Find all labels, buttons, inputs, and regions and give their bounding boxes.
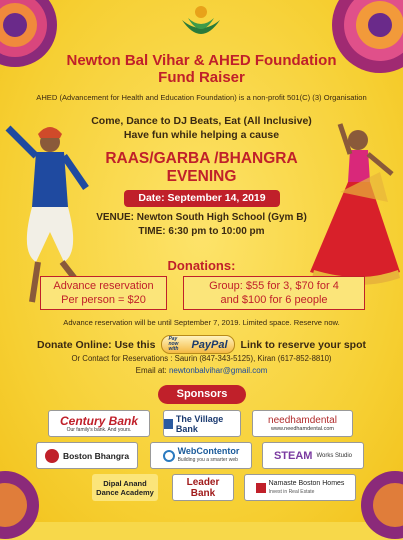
web-icon — [163, 450, 175, 462]
house-icon — [256, 483, 266, 493]
email-label: Email at: — [135, 366, 167, 375]
sponsor-tagline: www.needhamdental.com — [271, 426, 334, 432]
group-line-1: Group: $55 for 3, $70 for 4 — [209, 280, 339, 292]
event-time: TIME: 6:30 pm to 10:00 pm — [138, 226, 265, 237]
donate-row — [0, 335, 403, 354]
donate-text-before: Donate Online: Use this — [37, 338, 156, 351]
sponsor-name: needhamdental — [268, 415, 337, 426]
paypal-small-text: Pay now with — [168, 336, 179, 352]
title-line-1: Newton Bal Vihar & AHED Foundation — [66, 52, 337, 69]
paypal-brand: PayPal — [191, 338, 228, 351]
donations-heading: Donations: — [167, 258, 236, 273]
group-pricing-box — [183, 276, 365, 310]
paypal-button[interactable] — [161, 335, 234, 354]
sponsor-century-bank — [48, 410, 150, 437]
sponsor-steam-works — [262, 442, 364, 469]
sponsor-text — [269, 480, 345, 496]
email-row — [0, 366, 403, 375]
page-title — [0, 52, 403, 86]
sponsor-name: STEAM — [273, 449, 313, 462]
mandala-bottom-right — [360, 470, 403, 540]
sponsor-tagline: Our family's bank. And yours. — [66, 426, 132, 433]
sponsor-name: Boston Bhangra — [62, 450, 130, 461]
sponsor-village-bank — [163, 410, 241, 437]
sponsor-leader-bank — [172, 474, 234, 501]
title-line-2: Fund Raiser — [158, 69, 245, 86]
sponsor-dipal-anand — [92, 474, 158, 501]
sponsor-webcontentor — [150, 442, 252, 469]
intro-line-1: Come, Dance to DJ Beats, Eat (All Inclusive) — [91, 115, 312, 127]
advance-line-2: Per person = $20 — [61, 294, 146, 306]
sponsor-tagline: Building you a smarter web — [177, 456, 238, 463]
sponsor-needham-dental — [252, 410, 353, 437]
sponsor-tagline: Invest in Real Estate — [268, 488, 315, 495]
event-venue: VENUE: Newton South High School (Gym B) — [96, 212, 307, 223]
reservation-deadline-note: Advance reservation will be until September 7, 2019. Limited space. Reserve now. — [63, 318, 340, 327]
sponsor-name: Namaste Boston Homes — [268, 479, 345, 487]
sponsor-name: The Village Bank — [175, 413, 224, 434]
sponsor-namaste-boston-homes — [244, 474, 356, 501]
contact-info: Or Contact for Reservations : Saurin (847-343-5125), Kiran (617-852-8810) — [71, 354, 332, 363]
sponsor-name: WebContentor — [177, 445, 240, 456]
email-link[interactable]: newtonbalvihar@gmail.com — [168, 366, 268, 375]
event-name-line-2: EVENING — [166, 168, 237, 185]
drum-icon — [45, 449, 59, 463]
advance-reservation-box — [40, 276, 167, 310]
event-date: Date: September 14, 2019 — [124, 190, 280, 207]
advance-line-1: Advance reservation — [53, 280, 154, 292]
subtitle: AHED (Advancement for Health and Education Foundation) is a non-profit 501(C) (3) Organisation — [36, 93, 367, 102]
sponsor-boston-bhangra — [36, 442, 138, 469]
lotus-hands-logo — [178, 4, 224, 44]
bank-building-icon — [164, 419, 173, 429]
sponsor-name: Dipal Anand Dance Academy — [96, 478, 154, 497]
sponsors-heading: Sponsors — [158, 385, 246, 404]
sponsor-name: Leader Bank — [186, 476, 220, 499]
intro-line-2: Have fun while helping a cause — [123, 129, 280, 141]
sponsor-text — [178, 447, 240, 465]
donate-text-after: Link to reserve your spot — [240, 338, 366, 351]
mandala-bottom-left — [0, 470, 40, 540]
sponsor-name: Century Bank — [59, 413, 139, 428]
event-name-line-1: RAAS/GARBA /BHANGRA — [105, 150, 298, 167]
group-line-2: and $100 for 6 people — [220, 294, 328, 306]
sponsor-tagline: Works Studio — [316, 452, 353, 459]
